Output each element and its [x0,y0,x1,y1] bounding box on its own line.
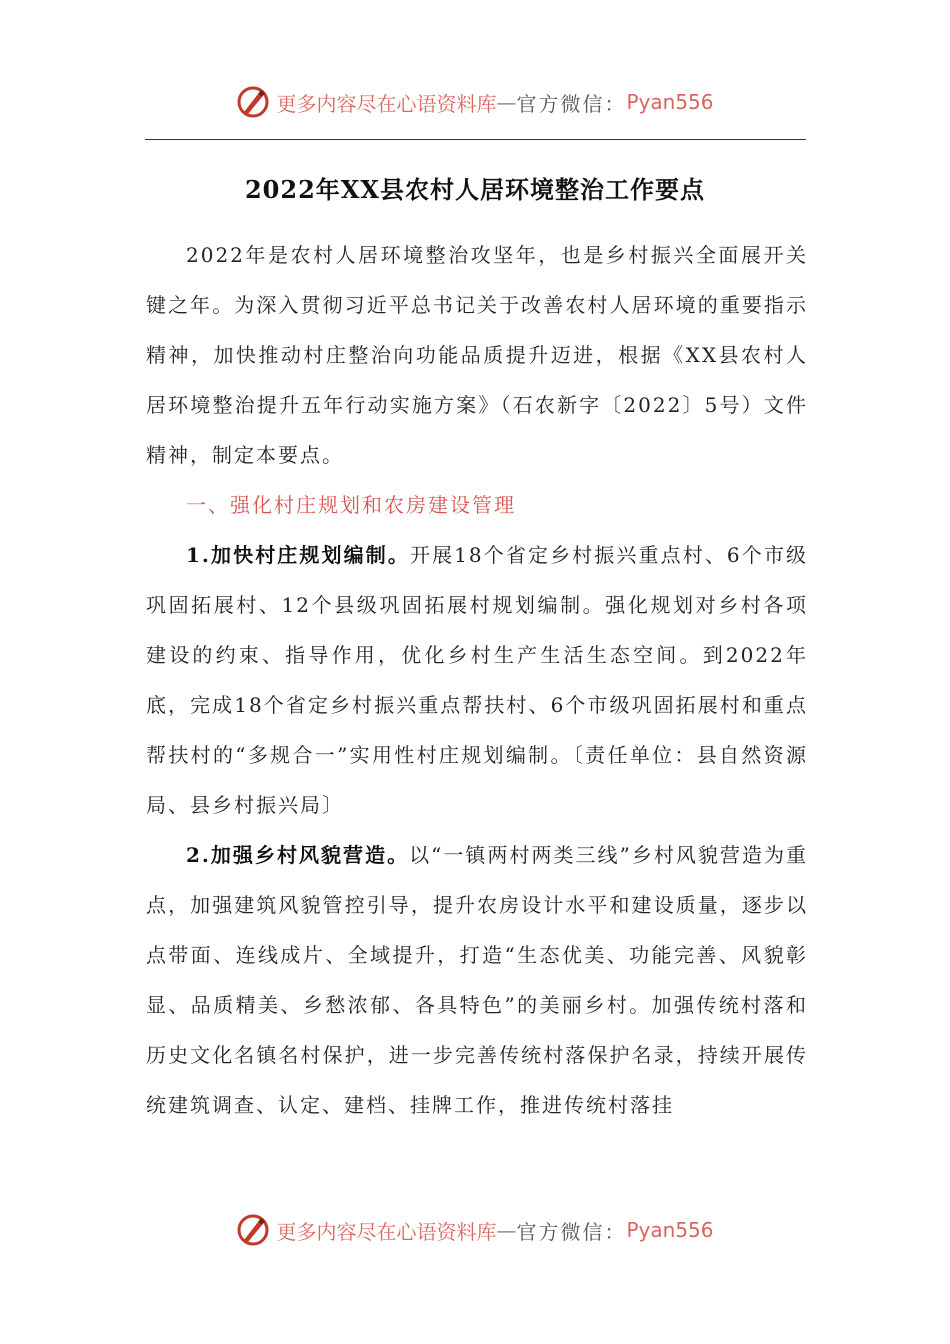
watermark-brand: 官方微信： [516,91,627,116]
intro-paragraph: 2022年是农村人居环境整治攻坚年，也是乡村振兴全面展开关键之年。为深入贯彻习近平总书记关于改善农村人居环境的重要指示精神，加快推动村庄整治向功能品质提升迈进，根据《XX县农村人居环境整治提升五年行动实施方案》（石农新字〔2022〕5号）文件精神，制定本要点。 [146,243,808,467]
item-lead-1: 1.加快村庄规划编制。 [186,543,410,567]
pen-logo-icon [236,85,270,119]
header-watermark [0,82,950,122]
watermark-wechat-id: Pyan556 [626,1218,714,1242]
item-body-1: 开展18个省定乡村振兴重点村、6个市级巩固拓展村、12个县级巩固拓展村规划编制。强化规划对乡村各项建设的约束、指导作用，优化乡村生产生活生态空间。到2022年底，完成18个省定乡村振兴重点帮扶村、6个市级巩固拓展村和重点帮扶村的“多规合一”实用性村庄规划编制。〔责任单位：县自然资源局、县乡村振兴局〕 [146,543,808,817]
footer-watermark [0,1210,950,1250]
watermark-dash: — [496,90,517,114]
pen-logo-icon [236,1213,270,1247]
document-body [146,230,808,1130]
item-body-2: 以“一镇两村两类三线”乡村风貌营造为重点，加强建筑风貌管控引导，提升农房设计水平和建设质量，逐步以点带面、连线成片、全域提升，打造“生态优美、功能完善、风貌彰显、品质精美、乡愁浓郁、各具特色”的美丽乡村。加强传统村落和历史文化名镇名村保护，进一步完善传统村落保护名录，持续开展传统建筑调查、认定、建档、挂牌工作，推进传统村落挂 [146,843,808,1117]
item-paragraph-1 [146,530,808,830]
item-paragraph-2 [146,830,808,1130]
document-title: 2022年XX县农村人居环境整治工作要点 [244,175,706,204]
watermark-text: 更多内容尽在心语资料库 [276,91,497,116]
watermark-text: 更多内容尽在心语资料库 [276,1219,497,1244]
watermark-wechat-id: Pyan556 [626,90,714,114]
item-lead-2: 2.加强乡村风貌营造。 [186,843,410,867]
watermark-dash: — [496,1218,517,1242]
section-heading-1: 一、强化村庄规划和农房建设管理 [186,493,516,517]
watermark-brand: 官方微信： [516,1219,627,1244]
header-divider [145,139,806,140]
